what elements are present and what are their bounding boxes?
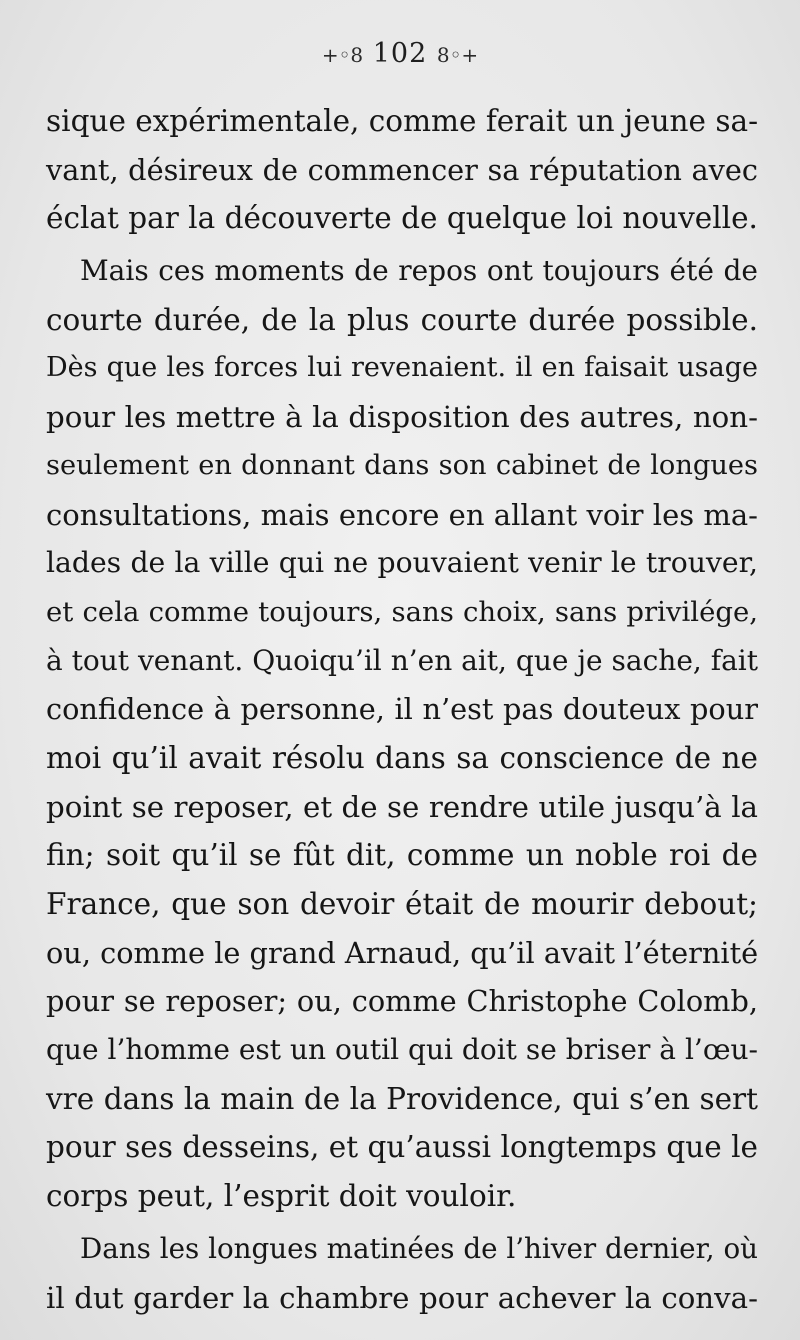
- text-line: sique expérimentale, comme ferait un jeune sa-: [46, 104, 759, 138]
- page-header: [0, 38, 800, 69]
- body-text: [46, 97, 758, 1322]
- text-line: France, que son devoir était de mourir debout;: [46, 887, 758, 921]
- text-line: pour ses desseins, et qu’aussi longtemps que le: [46, 1130, 758, 1165]
- text-line: Dans les longues matinées de l’hiver dernier, où: [80, 1231, 759, 1265]
- header-ornament-right: 8◦+: [436, 43, 479, 67]
- text-line: fin; soit qu’il se fût dit, comme un noble roi de: [46, 838, 758, 873]
- text-line: pour les mettre à la disposition des autres, non-: [46, 400, 758, 435]
- text-line: courte durée, de la plus courte durée possible.: [46, 302, 758, 337]
- paragraph-3: [46, 1225, 758, 1322]
- text-line: corps peut, l’esprit doit vouloir.: [46, 1179, 517, 1214]
- page-number: 102: [372, 38, 428, 69]
- text-line: point se reposer, et de se rendre utile jusqu’à la: [46, 789, 758, 824]
- text-line: et cela comme toujours, sans choix, sans privilége,: [46, 595, 758, 628]
- text-line: vant, désireux de commencer sa réputation avec: [46, 152, 758, 187]
- text-line: Mais ces moments de repos ont toujours été de: [80, 254, 758, 288]
- paragraph-2: [46, 247, 758, 1221]
- text-line: pour se reposer; ou, comme Christophe Colomb,: [46, 984, 758, 1019]
- paragraph-1: [46, 97, 758, 243]
- text-line: il dut garder la chambre pour achever la conva-: [46, 1280, 758, 1315]
- text-line: consultations, mais encore en allant voir les ma-: [46, 497, 758, 532]
- header-ornament-left: +◦8: [321, 43, 364, 67]
- text-line: Dès que les forces lui revenaient. il en faisait usage: [46, 352, 758, 384]
- text-line: éclat par la découverte de quelque loi nouvelle.: [46, 201, 758, 236]
- text-line: ou, comme le grand Arnaud, qu’il avait l’éternité: [46, 935, 759, 970]
- text-line: confidence à personne, il n’est pas douteux pour: [46, 692, 758, 727]
- text-line: lades de la ville qui ne pouvaient venir le trouver,: [46, 546, 758, 580]
- text-line: vre dans la main de la Providence, qui s’en sert: [46, 1081, 758, 1116]
- text-line: à tout venant. Quoiqu’il n’en ait, que je sache, fait: [46, 643, 758, 677]
- text-line: moi qu’il avait résolu dans sa conscience de ne: [46, 740, 758, 775]
- text-line: que l’homme est un outil qui doit se briser à l’œu-: [46, 1033, 758, 1067]
- text-line: seulement en donnant dans son cabinet de longues: [46, 449, 758, 481]
